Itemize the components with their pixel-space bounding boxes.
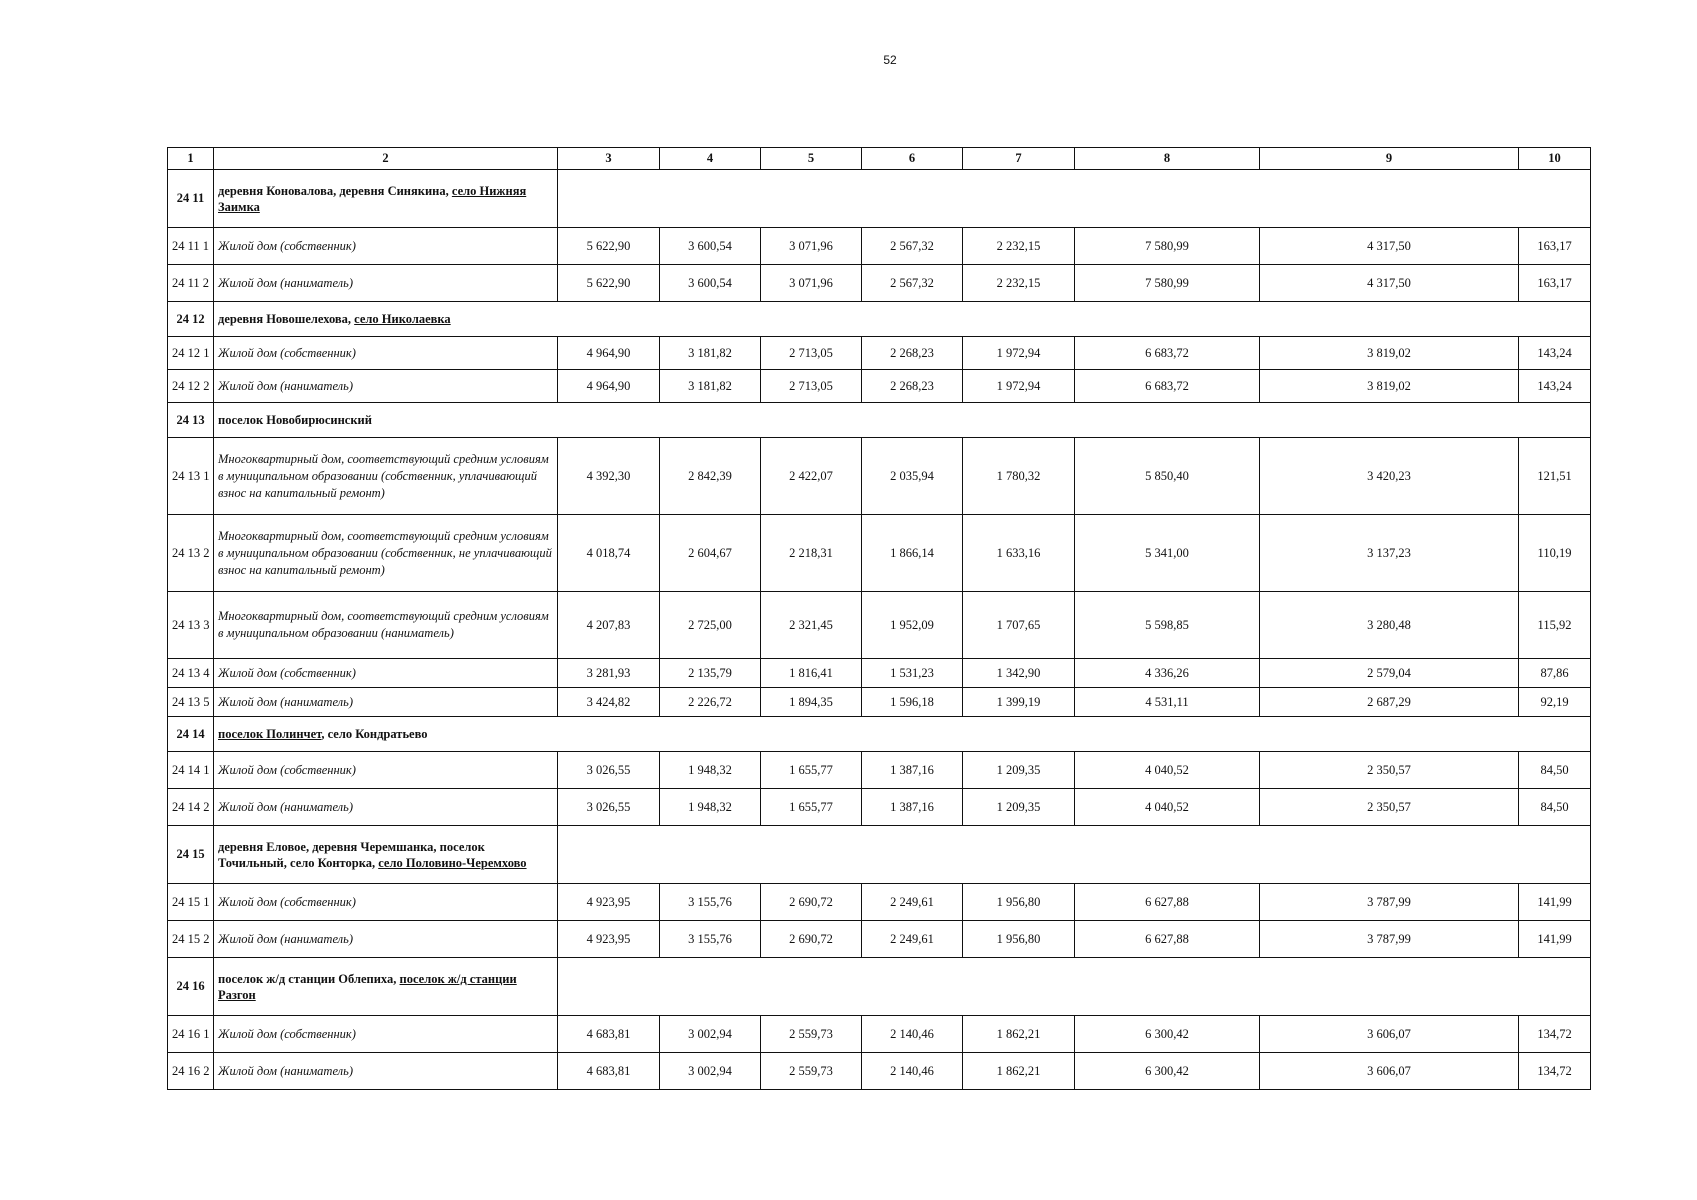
value-cell: 1 531,23 (862, 659, 963, 688)
value-cell: 3 819,02 (1260, 337, 1519, 370)
row-code: 24 16 2 (168, 1053, 214, 1090)
section-blank (558, 958, 1591, 1016)
value-cell: 6 627,88 (1075, 921, 1260, 958)
value-cell: 2 604,67 (660, 515, 761, 592)
value-cell: 1 894,35 (761, 688, 862, 717)
housing-type: Жилой дом (собственник) (214, 1016, 558, 1053)
value-cell: 2 350,57 (1260, 789, 1519, 826)
value-cell: 1 972,94 (963, 337, 1075, 370)
row-code: 24 13 4 (168, 659, 214, 688)
column-header: 7 (963, 148, 1075, 170)
housing-type: Многоквартирный дом, соответствующий средним условиям в муниципальном образовании (собственник, уплачивающий взнос на капитальный ремонт) (214, 438, 558, 515)
value-cell: 2 135,79 (660, 659, 761, 688)
value-cell: 6 300,42 (1075, 1016, 1260, 1053)
section-title-underlined: поселок Полинчет (218, 727, 322, 741)
value-cell: 1 633,16 (963, 515, 1075, 592)
value-cell: 3 424,82 (558, 688, 660, 717)
value-cell: 3 026,55 (558, 789, 660, 826)
value-cell: 4 923,95 (558, 921, 660, 958)
section-row (168, 302, 1591, 337)
value-cell: 2 567,32 (862, 228, 963, 265)
value-cell: 1 972,94 (963, 370, 1075, 403)
value-cell: 3 787,99 (1260, 921, 1519, 958)
value-cell: 3 181,82 (660, 337, 761, 370)
row-code: 24 14 1 (168, 752, 214, 789)
table-body (168, 170, 1591, 1090)
value-cell: 4 923,95 (558, 884, 660, 921)
section-title-underlined: поселок ж/д станции Разгон (218, 971, 517, 1002)
section-title (214, 717, 1591, 752)
column-header: 3 (558, 148, 660, 170)
value-cell: 2 249,61 (862, 884, 963, 921)
value-cell: 1 399,19 (963, 688, 1075, 717)
housing-type: Жилой дом (собственник) (214, 228, 558, 265)
housing-type: Жилой дом (наниматель) (214, 265, 558, 302)
value-cell: 2 690,72 (761, 921, 862, 958)
value-cell: 121,51 (1519, 438, 1591, 515)
value-cell: 2 140,46 (862, 1053, 963, 1090)
table-row (168, 515, 1591, 592)
column-header: 1 (168, 148, 214, 170)
value-cell: 4 040,52 (1075, 752, 1260, 789)
value-cell: 2 842,39 (660, 438, 761, 515)
table-row (168, 921, 1591, 958)
value-cell: 3 002,94 (660, 1053, 761, 1090)
value-cell: 1 342,90 (963, 659, 1075, 688)
housing-type: Жилой дом (собственник) (214, 884, 558, 921)
housing-type: Жилой дом (наниматель) (214, 1053, 558, 1090)
section-row (168, 826, 1591, 884)
value-cell: 3 137,23 (1260, 515, 1519, 592)
value-cell: 2 713,05 (761, 337, 862, 370)
section-blank (558, 826, 1591, 884)
section-title (214, 826, 558, 884)
value-cell: 4 683,81 (558, 1053, 660, 1090)
value-cell: 5 598,85 (1075, 592, 1260, 659)
table-row (168, 592, 1591, 659)
section-code: 24 15 (168, 826, 214, 884)
table-row (168, 265, 1591, 302)
row-code: 24 14 2 (168, 789, 214, 826)
value-cell: 84,50 (1519, 789, 1591, 826)
tariff-table (167, 147, 1591, 1090)
section-code: 24 13 (168, 403, 214, 438)
value-cell: 143,24 (1519, 337, 1591, 370)
housing-type: Жилой дом (наниматель) (214, 789, 558, 826)
value-cell: 2 559,73 (761, 1016, 862, 1053)
section-code: 24 14 (168, 717, 214, 752)
page-number: 52 (883, 53, 897, 67)
section-title-text: деревня Новошелехова, (218, 312, 355, 326)
table-row (168, 659, 1591, 688)
value-cell: 2 422,07 (761, 438, 862, 515)
value-cell: 3 280,48 (1260, 592, 1519, 659)
value-cell: 3 155,76 (660, 884, 761, 921)
value-cell: 5 850,40 (1075, 438, 1260, 515)
housing-type: Жилой дом (наниматель) (214, 688, 558, 717)
row-code: 24 12 1 (168, 337, 214, 370)
value-cell: 1 387,16 (862, 789, 963, 826)
value-cell: 1 866,14 (862, 515, 963, 592)
value-cell: 4 040,52 (1075, 789, 1260, 826)
table-row (168, 228, 1591, 265)
value-cell: 5 622,90 (558, 228, 660, 265)
value-cell: 2 690,72 (761, 884, 862, 921)
row-code: 24 15 1 (168, 884, 214, 921)
value-cell: 2 725,00 (660, 592, 761, 659)
value-cell: 1 862,21 (963, 1016, 1075, 1053)
value-cell: 2 218,31 (761, 515, 862, 592)
section-title-underlined: село Николаевка (354, 312, 451, 326)
column-header: 4 (660, 148, 761, 170)
column-header: 10 (1519, 148, 1591, 170)
value-cell: 2 268,23 (862, 337, 963, 370)
section-title (214, 403, 1591, 438)
row-code: 24 13 3 (168, 592, 214, 659)
value-cell: 1 816,41 (761, 659, 862, 688)
row-code: 24 11 1 (168, 228, 214, 265)
value-cell: 1 862,21 (963, 1053, 1075, 1090)
value-cell: 3 420,23 (1260, 438, 1519, 515)
value-cell: 4 317,50 (1260, 265, 1519, 302)
value-cell: 141,99 (1519, 921, 1591, 958)
value-cell: 3 071,96 (761, 265, 862, 302)
column-header: 8 (1075, 148, 1260, 170)
value-cell: 3 002,94 (660, 1016, 761, 1053)
housing-type: Многоквартирный дом, соответствующий средним условиям в муниципальном образовании (наниматель) (214, 592, 558, 659)
value-cell: 3 155,76 (660, 921, 761, 958)
value-cell: 5 622,90 (558, 265, 660, 302)
value-cell: 1 655,77 (761, 789, 862, 826)
value-cell: 110,19 (1519, 515, 1591, 592)
value-cell: 2 713,05 (761, 370, 862, 403)
column-header: 2 (214, 148, 558, 170)
table-row (168, 1053, 1591, 1090)
section-row (168, 958, 1591, 1016)
housing-type: Жилой дом (наниматель) (214, 370, 558, 403)
value-cell: 4 317,50 (1260, 228, 1519, 265)
table-row (168, 884, 1591, 921)
value-cell: 2 226,72 (660, 688, 761, 717)
value-cell: 163,17 (1519, 265, 1591, 302)
value-cell: 2 350,57 (1260, 752, 1519, 789)
value-cell: 2 232,15 (963, 265, 1075, 302)
section-code: 24 12 (168, 302, 214, 337)
value-cell: 143,24 (1519, 370, 1591, 403)
section-title (214, 302, 1591, 337)
table-row (168, 438, 1591, 515)
section-title (214, 170, 558, 228)
value-cell: 1 707,65 (963, 592, 1075, 659)
value-cell: 4 964,90 (558, 337, 660, 370)
value-cell: 1 956,80 (963, 884, 1075, 921)
value-cell: 3 600,54 (660, 228, 761, 265)
section-title-text: деревня Еловое, деревня Черемшанка, поселок Точильный, село Конторка, (218, 839, 485, 870)
table-row (168, 688, 1591, 717)
section-title-text: поселок Новобирюсинский (218, 413, 372, 427)
section-code: 24 11 (168, 170, 214, 228)
value-cell: 4 392,30 (558, 438, 660, 515)
section-title-text: деревня Коноваловa, деревня Синякина, (218, 183, 452, 198)
housing-type: Жилой дом (собственник) (214, 659, 558, 688)
value-cell: 6 683,72 (1075, 337, 1260, 370)
value-cell: 6 683,72 (1075, 370, 1260, 403)
value-cell: 163,17 (1519, 228, 1591, 265)
value-cell: 87,86 (1519, 659, 1591, 688)
row-code: 24 13 2 (168, 515, 214, 592)
value-cell: 3 026,55 (558, 752, 660, 789)
value-cell: 4 964,90 (558, 370, 660, 403)
section-title-text: , село Кондратьево (321, 727, 428, 741)
housing-type: Жилой дом (собственник) (214, 337, 558, 370)
value-cell: 2 567,32 (862, 265, 963, 302)
value-cell: 3 071,96 (761, 228, 862, 265)
value-cell: 84,50 (1519, 752, 1591, 789)
value-cell: 4 336,26 (1075, 659, 1260, 688)
value-cell: 3 819,02 (1260, 370, 1519, 403)
value-cell: 1 780,32 (963, 438, 1075, 515)
section-title-text: поселок ж/д станции Облепиха, (218, 971, 400, 986)
section-row (168, 403, 1591, 438)
value-cell: 2 268,23 (862, 370, 963, 403)
value-cell: 2 559,73 (761, 1053, 862, 1090)
value-cell: 3 181,82 (660, 370, 761, 403)
row-code: 24 13 5 (168, 688, 214, 717)
section-row (168, 717, 1591, 752)
housing-type: Жилой дом (собственник) (214, 752, 558, 789)
value-cell: 1 948,32 (660, 752, 761, 789)
value-cell: 2 579,04 (1260, 659, 1519, 688)
value-cell: 134,72 (1519, 1053, 1591, 1090)
row-code: 24 16 1 (168, 1016, 214, 1053)
value-cell: 1 209,35 (963, 789, 1075, 826)
section-row (168, 170, 1591, 228)
housing-type: Жилой дом (наниматель) (214, 921, 558, 958)
row-code: 24 13 1 (168, 438, 214, 515)
housing-type: Многоквартирный дом, соответствующий средним условиям в муниципальном образовании (собственник, не уплачивающий взнос на капитальный ремонт) (214, 515, 558, 592)
value-cell: 1 387,16 (862, 752, 963, 789)
row-code: 24 15 2 (168, 921, 214, 958)
value-cell: 1 209,35 (963, 752, 1075, 789)
column-header: 6 (862, 148, 963, 170)
value-cell: 4 683,81 (558, 1016, 660, 1053)
table-row (168, 1016, 1591, 1053)
section-title-underlined: село Нижняя Заимка (218, 183, 527, 214)
value-cell: 1 655,77 (761, 752, 862, 789)
row-code: 24 12 2 (168, 370, 214, 403)
value-cell: 7 580,99 (1075, 265, 1260, 302)
value-cell: 1 596,18 (862, 688, 963, 717)
value-cell: 7 580,99 (1075, 228, 1260, 265)
value-cell: 3 600,54 (660, 265, 761, 302)
table-row (168, 337, 1591, 370)
value-cell: 3 606,07 (1260, 1053, 1519, 1090)
value-cell: 4 531,11 (1075, 688, 1260, 717)
value-cell: 115,92 (1519, 592, 1591, 659)
value-cell: 3 281,93 (558, 659, 660, 688)
value-cell: 3 606,07 (1260, 1016, 1519, 1053)
value-cell: 1 948,32 (660, 789, 761, 826)
value-cell: 2 035,94 (862, 438, 963, 515)
value-cell: 4 018,74 (558, 515, 660, 592)
value-cell: 4 207,83 (558, 592, 660, 659)
table-row (168, 370, 1591, 403)
value-cell: 2 232,15 (963, 228, 1075, 265)
section-title (214, 958, 558, 1016)
value-cell: 2 321,45 (761, 592, 862, 659)
table-row (168, 789, 1591, 826)
table-header-row (168, 148, 1591, 170)
section-code: 24 16 (168, 958, 214, 1016)
value-cell: 92,19 (1519, 688, 1591, 717)
value-cell: 134,72 (1519, 1016, 1591, 1053)
section-blank (558, 170, 1591, 228)
value-cell: 3 787,99 (1260, 884, 1519, 921)
row-code: 24 11 2 (168, 265, 214, 302)
value-cell: 6 627,88 (1075, 884, 1260, 921)
table-row (168, 752, 1591, 789)
value-cell: 2 140,46 (862, 1016, 963, 1053)
value-cell: 2 249,61 (862, 921, 963, 958)
column-header: 9 (1260, 148, 1519, 170)
value-cell: 2 687,29 (1260, 688, 1519, 717)
section-title-underlined: село Половино-Черемхово (378, 855, 527, 870)
column-header: 5 (761, 148, 862, 170)
value-cell: 5 341,00 (1075, 515, 1260, 592)
value-cell: 141,99 (1519, 884, 1591, 921)
value-cell: 6 300,42 (1075, 1053, 1260, 1090)
value-cell: 1 952,09 (862, 592, 963, 659)
value-cell: 1 956,80 (963, 921, 1075, 958)
